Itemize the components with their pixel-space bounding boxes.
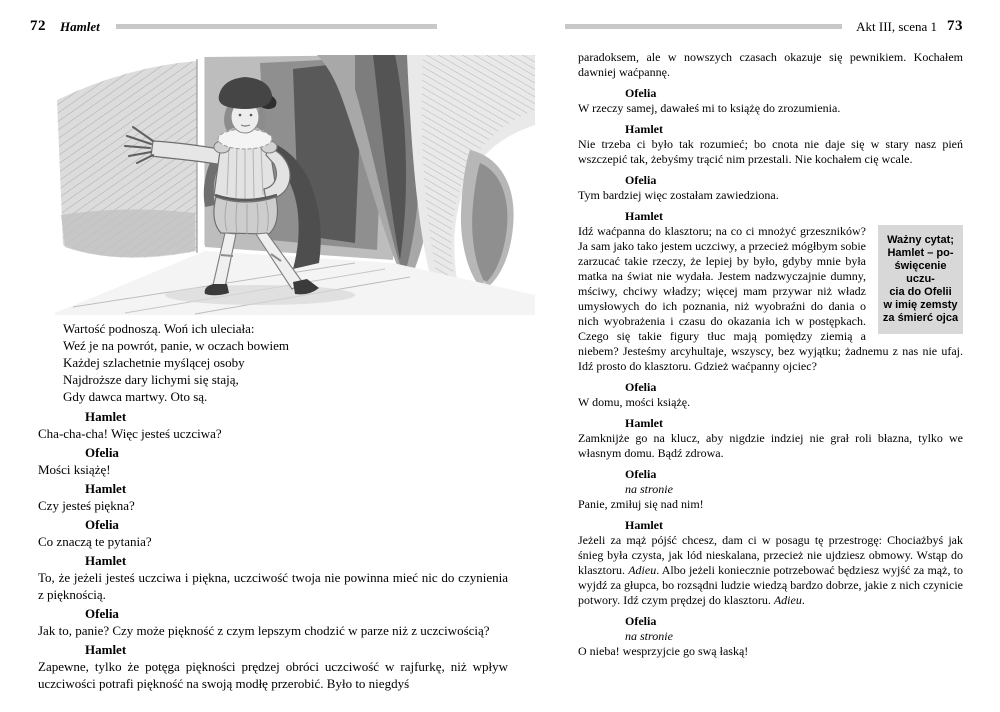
dialogue-text: Mości książę! [38,462,111,477]
left-text-column [38,320,508,692]
dialogue-text: To, że jeżeli jesteś uczciwa i piękna, uczciwość twoja nie powinna mieć nic do czynienia z pięknością. [38,570,508,602]
dialogue-text: W domu, mości książę. [578,395,691,409]
dialogue-entry [38,641,508,692]
dialogue-text: O nieba! wesprzyjcie go swą łaską! [578,644,749,658]
dialogue-entry [38,480,508,514]
dialogue-entry [578,467,963,512]
dialogue-entry [578,614,963,659]
dialogue-text: Zapewne, tylko że potęga piękności prędzej obróci uczciwość w rajfurkę, niż wpływ uczciwości potrafi piękność na swoją modłę przerobić. Było to niegdyś [38,659,508,691]
dialogue-entry [578,416,963,461]
speaker-heading: Hamlet [625,518,663,532]
speaker-heading: Ofelia [85,517,119,532]
plain-text: . Albo jeżeli koniecznie potrzebować będziesz wyjść za mąż, to wyjdź za głupca, bo rozsądni ludzie wiedzą bardzo dobrze, jakie z nich czynicie potwory. Idź czym prędzej do klasztoru. [578,563,963,607]
margin-note [878,225,963,334]
italic-text: Adieu [773,593,802,607]
continuation-paragraph: paradoksem, ale w nowszych czasach okazuje się pewnikiem. Kochałem dawniej waćpannę. [578,50,963,79]
dialogue-text: Cha-cha-cha! Więc jesteś uczciwa? [38,426,222,441]
dialogue-entry [38,605,508,639]
stage-direction: na stronie [625,482,673,496]
dialogue-text: Nie trzeba ci było tak rozumieć; bo cnota nie daje się w stary nasz pień wszczepić tak, żebyśmy trącić nim przestali. Nie kochałem cię wcale. [578,137,963,166]
speaker-heading: Hamlet [85,409,127,424]
margin-note-line: w imię zemsty [883,299,958,311]
speaker-heading: Hamlet [85,481,127,496]
left-page-header [30,18,437,35]
dialogue-text: W rzeczy samej, dawałeś mi to książę do zrozumienia. [578,101,841,115]
dialogue-entry [38,552,508,603]
plain-text: . [801,593,805,607]
speaker-heading: Hamlet [625,416,663,430]
dialogue-text: Zamknijże go na klucz, aby nigdzie indziej nie grał roli błazna, tylko we własnym domu. Bądź zdrowa. [578,431,963,460]
verse-block [63,320,508,405]
right-text-column [578,50,963,659]
header-rule-left [116,24,437,29]
plain-text: Jeżeli za mąż pójść chcesz, dam ci w posagu tę przestrogę: Chociażbyś jak śnieg była czysta, jak lód nieskalana, przecież nie ujdziesz obmowy. Wstąp do klasztoru. [578,533,963,577]
margin-note-line: Ważny cytat; [887,234,954,246]
speaker-heading: Hamlet [625,209,663,223]
right-page-header [565,18,963,35]
dialogue-text: Idź waćpanna do klasztoru; na co ci mnożyć grzeszników? Ja sam jako tako jestem uczciwy, a przecież mógłbym sobie zarzucać takie rzeczy, że lepiej by było, gdyby mnie była matka na świat nie wydała. Jestem nadzwyczajnie dumny, mściwy, chciwy władzy; więcej mam przywar niż władz umysłowych do ich poznania, niż wyobraźni do dania o nich wyobrażenia i czasu do okazania ich w postępkach. Czego się takie figury tłuc mają pomiędzy ziemią a niebem? Jesteśmy arcyhultaje, wszyscy, bez wyjątku; żadnemu z nas nie ufaj. Idź prosto do klasztoru. Gdzież waćpanny ojciec? [578,224,963,373]
dialogue-entry [38,516,508,550]
margin-note-line: święcenie uczu- [894,260,947,285]
header-rule-right [565,24,842,29]
speaker-heading: Ofelia [625,173,657,187]
dialogue-entry [578,380,963,410]
dialogue-text: Jak to, panie? Czy może piękność z czym lepszym chodzić w parze niż z uczciwością? [38,623,490,638]
running-title: Hamlet [60,18,100,34]
verse-line: Weź je na powrót, panie, w oczach bowiem [63,338,290,353]
dialogue-text: Co znaczą te pytania? [38,534,152,549]
speaker-heading: Hamlet [85,553,127,568]
speaker-heading: Ofelia [625,614,657,628]
stage-illustration [55,55,535,315]
dialogue-text: Panie, zmiłuj się nad nim! [578,497,704,511]
speaker-heading: Ofelia [85,606,119,621]
speaker-heading: Ofelia [625,86,657,100]
italic-text: Adieu [628,563,657,577]
speaker-heading: Ofelia [85,445,119,460]
speaker-heading: Ofelia [625,380,657,394]
verse-line: Wartość podnoszą. Woń ich uleciała: [63,321,255,336]
margin-note-line: cia do Ofelii [889,286,952,298]
dialogue-paragraph [578,224,963,374]
dialogue-entry [578,122,963,167]
margin-note-line: Hamlet – po- [887,247,954,259]
dialogue-entry [38,408,508,442]
dialogue-entry [578,518,963,608]
stage-direction: na stronie [625,629,673,643]
scene-label: Akt III, scena 1 [856,18,937,34]
dialogue-entry [38,444,508,478]
verse-line: Najdroższe dary lichymi się stają, [63,372,239,387]
dialogue-entry [578,86,963,116]
speaker-heading: Hamlet [625,122,663,136]
page-number-right: 73 [947,18,963,34]
dialogue-entry [578,209,963,374]
verse-line: Gdy dawca martwy. Oto są. [63,389,208,404]
verse-line: Każdej szlachetnie myślącej osoby [63,355,245,370]
speaker-heading: Hamlet [85,642,127,657]
speaker-heading: Ofelia [625,467,657,481]
dialogue-entry [578,173,963,203]
margin-note-line: za śmierć ojca [882,312,959,324]
dialogue-text [578,533,963,608]
page-number-left: 72 [30,18,46,34]
dialogue-text: Czy jesteś piękna? [38,498,135,513]
dialogue-text: Tym bardziej więc zostałam zawiedziona. [578,188,779,202]
